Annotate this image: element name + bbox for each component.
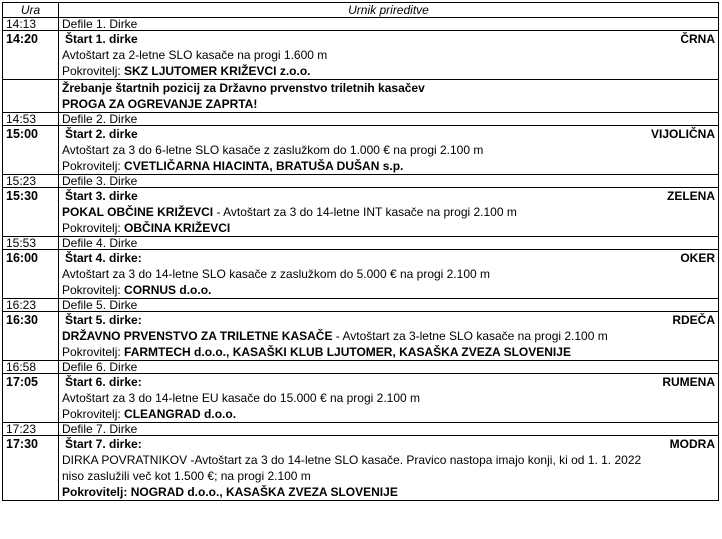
time-cell: 15:00: [3, 126, 59, 175]
sponsor-line: [62, 63, 715, 79]
race-start: Štart 5. dirke:: [65, 313, 142, 327]
schedule-table: [2, 2, 719, 501]
header-time: Ura: [3, 3, 59, 18]
race-start: Štart 6. dirke:: [65, 375, 142, 389]
race-cell: [59, 436, 719, 501]
notice-line-2: PROGA ZA OGREVANJE ZAPRTA!: [62, 97, 258, 111]
table-row: [3, 436, 719, 501]
race-color: OKER: [680, 251, 715, 265]
race-desc: Avtoštart za 3 do 14-letne SLO kasače z zaslužkom do 5.000 € na progi 2.100 m: [62, 267, 491, 281]
sponsor-label: Pokrovitelj:: [62, 64, 125, 78]
race-color: ČRNA: [680, 32, 715, 46]
race-start: Štart 7. dirke:: [65, 437, 142, 451]
table-row: [3, 126, 719, 175]
sponsor-label: Pokrovitelj:: [62, 159, 125, 173]
time-cell: 14:20: [3, 31, 59, 80]
race-cell: [59, 126, 719, 175]
table-row: [3, 175, 719, 188]
race-desc: [62, 328, 715, 344]
defile-cell: Defile 7. Dirke: [59, 423, 719, 436]
sponsor-line: [62, 484, 715, 500]
race-desc-text: - Avtoštart za 3 do 14-letne INT kasače na progi 2.100 m: [213, 205, 517, 219]
sponsor-name: CVETLIČARNA HIACINTA, BRATUŠA DUŠAN s.p.: [124, 159, 404, 173]
race-cell: [59, 374, 719, 423]
time-cell: 17:30: [3, 436, 59, 501]
header-title: Urnik prireditve: [59, 3, 719, 18]
sponsor-label: Pokrovitelj:: [62, 407, 125, 421]
time-cell: 14:53: [3, 113, 59, 126]
sponsor-label: Pokrovitelj:: [62, 283, 125, 297]
race-desc: DIRKA POVRATNIKOV -Avtoštart za 3 do 14-letne SLO kasače. Pravico nastopa imajo konji, ki od 1. 1. 2022: [62, 453, 642, 467]
table-row: [3, 237, 719, 250]
sponsor-name: FARMTECH d.o.o., KASAŠKI KLUB LJUTOMER, KASAŠKA ZVEZA SLOVENIJE: [124, 345, 571, 359]
sponsor-label: Pokrovitelj:: [62, 345, 125, 359]
race-color: ZELENA: [667, 189, 715, 203]
race-cell: [59, 188, 719, 237]
time-cell: 17:05: [3, 374, 59, 423]
race-start: Štart 1. dirke: [65, 32, 138, 46]
sponsor-line: [62, 406, 715, 422]
sponsor-name: SKZ LJUTOMER KRIŽEVCI z.o.o.: [124, 64, 311, 78]
race-cell: [59, 250, 719, 299]
table-row: [3, 31, 719, 80]
defile-cell: Defile 2. Dirke: [59, 113, 719, 126]
table-row: [3, 250, 719, 299]
notice-cell: [59, 80, 719, 113]
race-desc-text: - Avtoštart za 3-letne SLO kasače na progi 2.100 m: [332, 329, 608, 343]
sponsor-name: NOGRAD d.o.o., KASAŠKA ZVEZA SLOVENIJE: [130, 485, 398, 499]
race-title: DRŽAVNO PRVENSTVO ZA TRILETNE KASAČE: [62, 329, 333, 343]
defile-cell: Defile 6. Dirke: [59, 361, 719, 374]
table-row: [3, 80, 719, 113]
sponsor-name: CLEANGRAD d.o.o.: [124, 407, 237, 421]
time-cell: 16:00: [3, 250, 59, 299]
time-cell: 15:30: [3, 188, 59, 237]
race-desc-2: niso zaslužili več kot 1.500 €; na progi 2.100 m: [62, 469, 311, 483]
defile-cell: Defile 5. Dirke: [59, 299, 719, 312]
sponsor-line: [62, 282, 715, 298]
sponsor-name: OBČINA KRIŽEVCI: [124, 221, 231, 235]
sponsor-line: [62, 220, 715, 236]
sponsor-line: [62, 158, 715, 174]
sponsor-line: [62, 344, 715, 360]
sponsor-label: Pokrovitelj:: [62, 221, 125, 235]
table-row: [3, 423, 719, 436]
race-desc: Avtoštart za 2-letne SLO kasače na progi 1.600 m: [62, 48, 328, 62]
race-color: MODRA: [669, 437, 715, 451]
table-row: [3, 18, 719, 31]
race-desc: Avtoštart za 3 do 6-letne SLO kasače z zaslužkom do 1.000 € na progi 2.100 m: [62, 143, 484, 157]
race-start: Štart 2. dirke: [65, 127, 138, 141]
time-cell: 15:53: [3, 237, 59, 250]
table-row: [3, 299, 719, 312]
defile-cell: Defile 4. Dirke: [59, 237, 719, 250]
header-row: [3, 3, 719, 18]
race-desc: Avtoštart za 3 do 14-letne EU kasače do 15.000 € na progi 2.100 m: [62, 391, 421, 405]
race-cell: [59, 31, 719, 80]
race-color: RDEČA: [672, 313, 715, 327]
time-cell: 17:23: [3, 423, 59, 436]
race-start: Štart 4. dirke:: [65, 251, 142, 265]
time-cell: 14:13: [3, 18, 59, 31]
sponsor-label: Pokrovitelj:: [62, 485, 131, 499]
time-cell: 16:23: [3, 299, 59, 312]
defile-cell: Defile 3. Dirke: [59, 175, 719, 188]
time-cell: [3, 80, 59, 113]
time-cell: 16:30: [3, 312, 59, 361]
time-cell: 16:58: [3, 361, 59, 374]
table-row: [3, 188, 719, 237]
table-row: [3, 361, 719, 374]
race-cell: [59, 312, 719, 361]
race-title: POKAL OBČINE KRIŽEVCI: [62, 205, 214, 219]
notice-line-1: Žrebanje štartnih pozicij za Državno prvenstvo triletnih kasačev: [62, 81, 425, 95]
sponsor-name: CORNUS d.o.o.: [124, 283, 212, 297]
table-row: [3, 113, 719, 126]
table-row: [3, 312, 719, 361]
race-color: VIJOLIČNA: [650, 127, 715, 141]
defile-cell: Defile 1. Dirke: [59, 18, 719, 31]
race-desc: [62, 204, 715, 220]
race-color: RUMENA: [662, 375, 715, 389]
race-start: Štart 3. dirke: [65, 189, 138, 203]
time-cell: 15:23: [3, 175, 59, 188]
table-row: [3, 374, 719, 423]
